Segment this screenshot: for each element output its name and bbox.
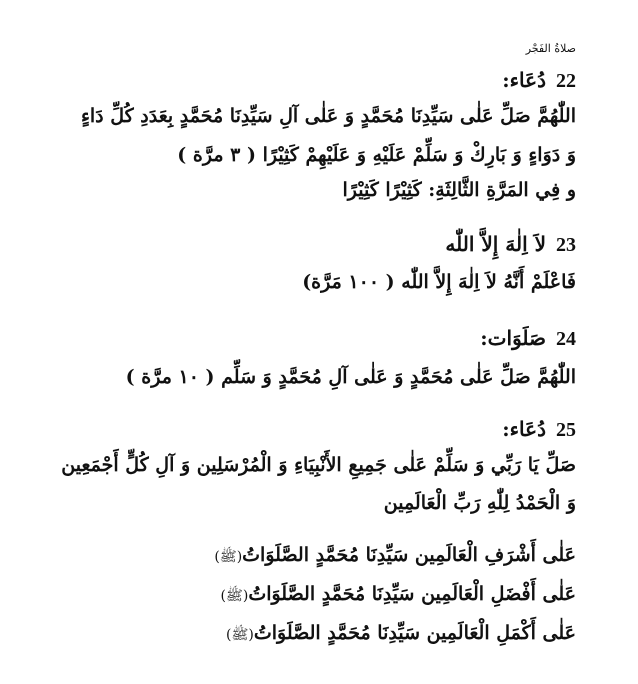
- closing-line-1: [210, 541, 576, 571]
- section-number: 22: [556, 70, 576, 92]
- honorific-seal-icon: (ﷺ): [214, 549, 243, 565]
- section-title: دُعَاء:: [502, 417, 546, 441]
- section-24-heading: [480, 324, 576, 353]
- section-title: لاَ اِلٰهَ إِلاَّ اللّٰه: [445, 232, 546, 256]
- section-number: 23: [556, 234, 576, 256]
- section-23-line-1: فَاعْلَمْ أَنَّهُ لاَ اِلٰهَ إِلاَّ اللّٰه ( ١٠٠ مَرَّة): [302, 271, 576, 293]
- closing-text: عَلٰى أَكْمَلِ الْعَالَمِين سَيِّدِنَا مُحَمَّدٍ الصَّلَوَاتُ: [253, 622, 576, 644]
- section-22-line-2: وَ دَوَاءٍ وَ بَارِكْ وَ سَلِّمْ عَلَيْهِ وَ عَلَيْهِمْ كَثِيْرًا ( ٣ مرَّة ): [177, 144, 576, 166]
- section-22-line-3: و فِي المَرَّةِ الثَّالِثَةِ: كَثِيْرًا كَثِيْرًا: [342, 179, 576, 201]
- closing-text: عَلٰى أَشْرَفِ الْعَالَمِين سَيِّدِنَا مُحَمَّدٍ الصَّلَوَاتُ: [242, 544, 576, 566]
- section-title: صَلَوَات:: [480, 326, 546, 350]
- section-24-line-1: اللّٰهُمَّ صَلِّ عَلٰى مُحَمَّدٍ وَ عَلٰى آلِ مُحَمَّدٍ وَ سَلِّم ( ١٠ مرَّة ): [125, 366, 576, 388]
- honorific-seal-icon: (ﷺ): [220, 588, 249, 604]
- section-22-heading: [502, 66, 576, 95]
- section-23-heading: [445, 230, 576, 259]
- section-number: 25: [556, 419, 576, 441]
- section-number: 24: [556, 328, 576, 350]
- closing-line-3: [222, 619, 576, 649]
- section-25-heading: [502, 415, 576, 444]
- closing-line-2: [216, 580, 576, 610]
- section-25-line-1: صَلِّ يَا رَبِّي وَ سَلِّمْ عَلٰى جَمِيعِ الأَنْبِيَاءِ وَ الْمُرْسَلِين وَ آلِ كُلٍّ أَجْمَعِين: [61, 454, 576, 476]
- section-22-line-1: اللّٰهُمَّ صَلِّ عَلٰى سَيِّدِنَا مُحَمَّدٍ وَ عَلٰى آلِ سَيِّدِنَا مُحَمَّدٍ بِعَدَدِ كُلِّ دَاءٍ: [80, 105, 576, 127]
- page-header: صلاةُ الفَجْر: [525, 42, 576, 55]
- honorific-seal-icon: (ﷺ): [226, 627, 254, 643]
- closing-text: عَلٰى أَفْضَلِ الْعَالَمِين سَيِّدِنَا مُحَمَّدٍ الصَّلَوَاتُ: [248, 583, 576, 605]
- section-25-line-2: وَ الْحَمْدُ لِلّٰهِ رَبِّ الْعَالَمِين: [383, 492, 576, 514]
- section-title: دُعَاء:: [502, 68, 546, 92]
